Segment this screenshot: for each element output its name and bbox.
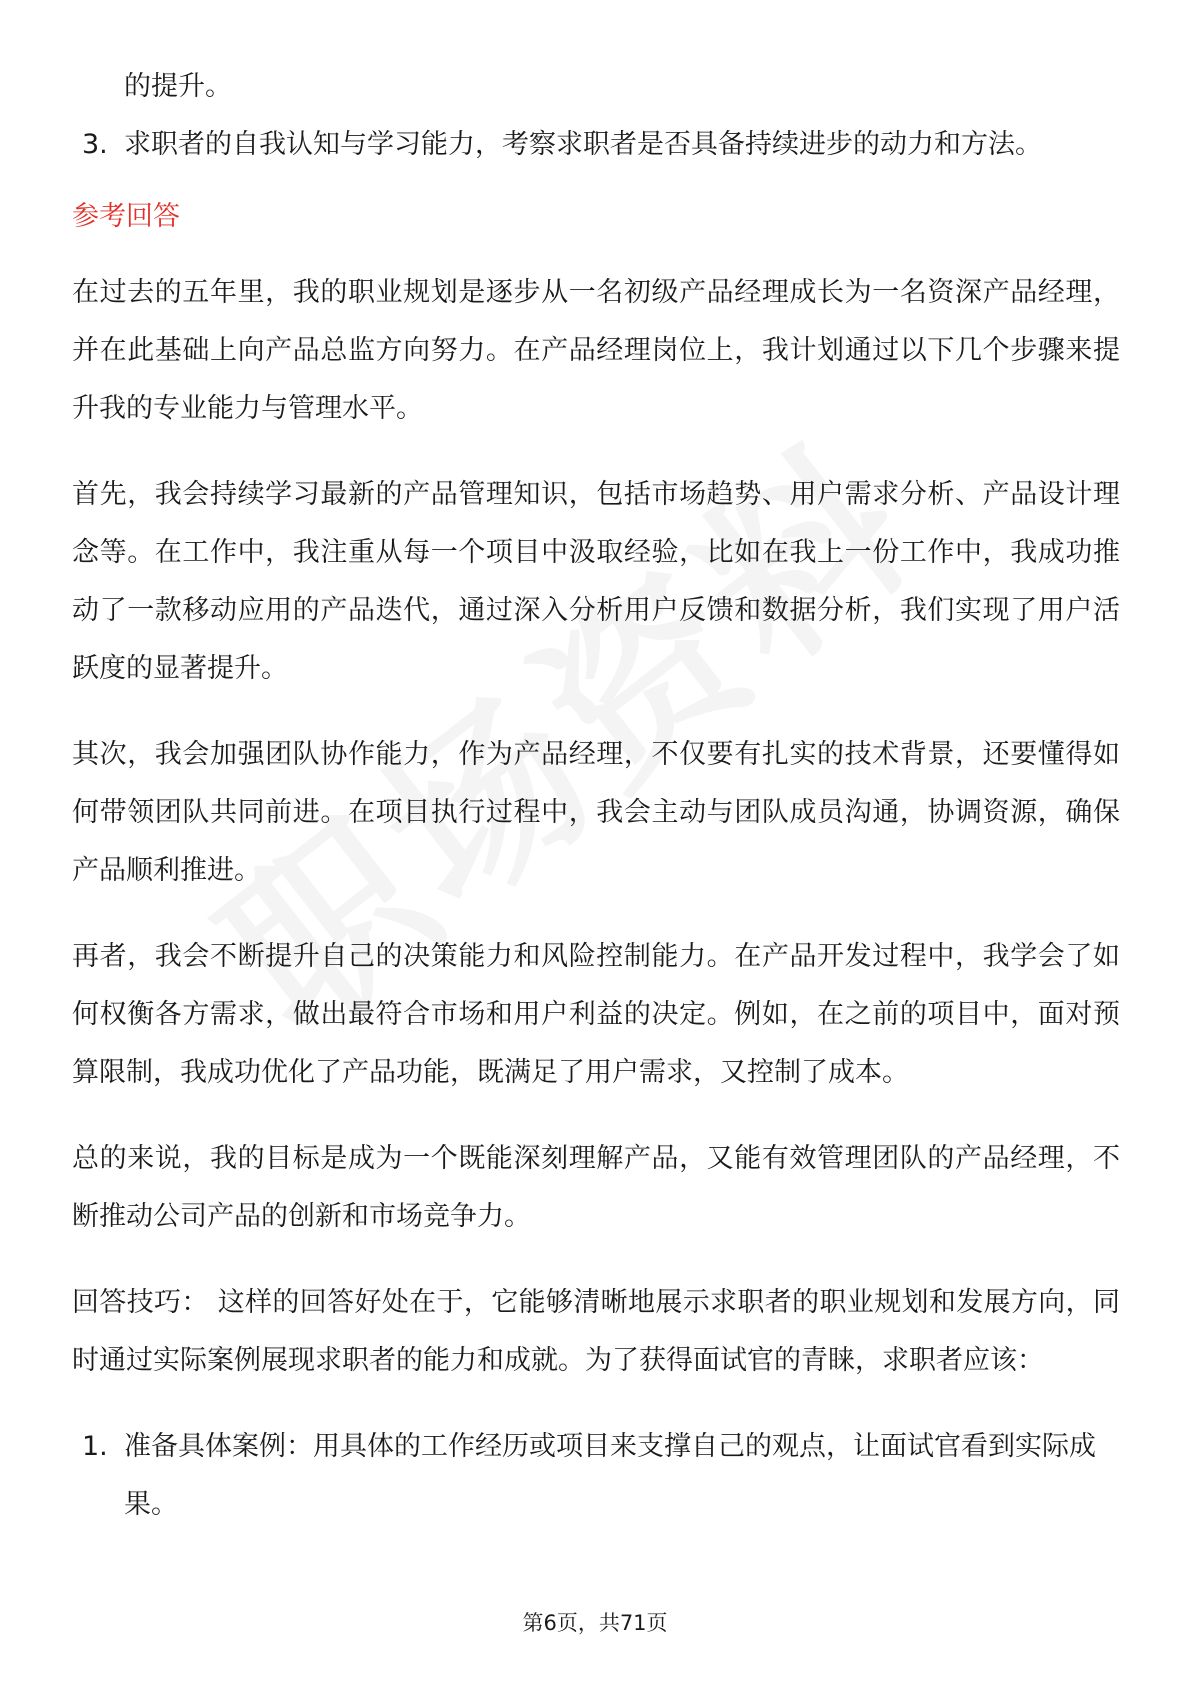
list-item-text: 求职者的自我认知与学习能力，考察求职者是否具备持续进步的动力和方法。 bbox=[124, 129, 1042, 160]
section-heading: 参考回答 bbox=[72, 201, 180, 232]
paragraph: 首先，我会持续学习最新的产品管理知识，包括市场趋势、用户需求分析、产品设计理念等。在工作中，我注重从每一个项目中汲取经验，比如在我上一份工作中，我成功推动了一款移动应用的产品迭代，通过深入分析用户反馈和数据分析，我们实现了用户活跃度的显著提升。 bbox=[72, 479, 1120, 684]
paragraph: 在过去的五年里，我的职业规划是逐步从一名初级产品经理成长为一名资深产品经理，并在此基础上向产品总监方向努力。在产品经理岗位上，我计划通过以下几个步骤来提升我的专业能力与管理水平。 bbox=[72, 277, 1120, 424]
list-item bbox=[72, 116, 1120, 174]
list-item-text: 准备具体案例：用具体的工作经历或项目来支撑自己的观点，让面试官看到实际成果。 bbox=[124, 1431, 1096, 1520]
page-content bbox=[72, 58, 1120, 1534]
page-footer: 第6页，共71页 bbox=[522, 1611, 668, 1635]
paragraph: 其次，我会加强团队协作能力，作为产品经理，不仅要有扎实的技术背景，还要懂得如何带领团队共同前进。在项目执行过程中，我会主动与团队成员沟通，协调资源，确保产品顺利推进。 bbox=[72, 739, 1120, 886]
list-number: 3. bbox=[82, 129, 108, 160]
list-item bbox=[72, 1418, 1120, 1534]
paragraph: 总的来说，我的目标是成为一个既能深刻理解产品，又能有效管理团队的产品经理，不断推动公司产品的创新和市场竞争力。 bbox=[72, 1143, 1120, 1232]
tips-paragraph: 回答技巧： 这样的回答好处在于，它能够清晰地展示求职者的职业规划和发展方向，同时通过实际案例展现求职者的能力和成就。为了获得面试官的青睐，求职者应该： bbox=[72, 1287, 1120, 1376]
list-number: 1. bbox=[82, 1431, 108, 1462]
paragraph: 再者，我会不断提升自己的决策能力和风险控制能力。在产品开发过程中，我学会了如何权衡各方需求，做出最符合市场和用户利益的决定。例如，在之前的项目中，面对预算限制，我成功优化了产品功能，既满足了用户需求，又控制了成本。 bbox=[72, 941, 1120, 1088]
continued-list-text: 的提升。 bbox=[124, 71, 232, 102]
